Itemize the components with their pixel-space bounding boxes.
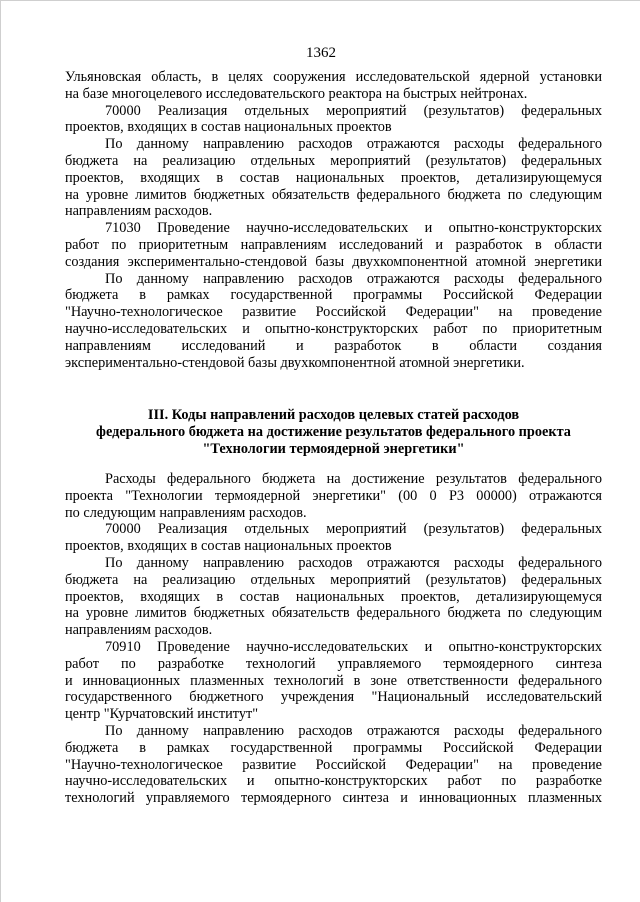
text-line: "Научно-технологическое развитие Российской Федерации" на проведение	[65, 756, 602, 773]
text-line: и инновационных плазменных технологий в зоне ответственности федерального	[65, 672, 602, 689]
text-block-bottom	[65, 471, 602, 807]
page-number: 1362	[306, 45, 336, 61]
text-line: по следующим направлениям расходов.	[65, 504, 307, 521]
text-line: направлениям исследований и разработок в области создания	[65, 337, 602, 354]
text-line: 70000 Реализация отдельных мероприятий (результатов) федеральных	[105, 521, 602, 538]
text-line: экспериментально-стендовой базы двухкомпонентной атомной энергетики.	[65, 354, 525, 371]
text-line: на уровне лимитов бюджетных обязательств федерального бюджета по следующим	[65, 605, 602, 622]
text-line: По данному направлению расходов отражаются расходы федерального	[105, 722, 602, 739]
text-line: 71030 Проведение научно-исследовательских и опытно-конструкторских	[105, 220, 602, 237]
text-line: направлениям расходов.	[65, 622, 213, 639]
text-line: научно-исследовательских и опытно-конструкторских работ по разработке	[65, 773, 602, 790]
text-line: проектов, входящих в состав национальных проектов, детализирующемуся	[65, 588, 602, 605]
text-line: По данному направлению расходов отражаются расходы федерального	[105, 136, 602, 153]
text-line: 70910 Проведение научно-исследовательских и опытно-конструкторских	[105, 638, 602, 655]
text-line: центр "Курчатовский институт"	[65, 706, 259, 723]
text-line: научно-исследовательских и опытно-конструкторских работ по приоритетным	[65, 320, 602, 337]
text-line: бюджета на реализацию отдельных мероприятий (результатов) федеральных	[65, 152, 602, 169]
text-line: Расходы федерального бюджета на достижение результатов федерального	[105, 471, 602, 487]
text-line: проектов, входящих в состав национальных проектов	[65, 538, 392, 555]
text-line: проектов, входящих в состав национальных проектов	[65, 119, 392, 136]
text-line: Ульяновская область, в целях сооружения исследовательской ядерной установки	[65, 69, 602, 85]
text-line: проектов, входящих в состав национальных проектов, детализирующемуся	[65, 169, 602, 186]
text-line: направлениям расходов.	[65, 203, 213, 220]
text-line: создания экспериментально-стендовой базы двухкомпонентной атомной энергетики	[65, 253, 602, 270]
text-line: бюджета в рамках государственной программы Российской Федерации	[65, 287, 602, 304]
text-line: работ по приоритетным направлениям исследований и разработок в области	[65, 236, 602, 253]
text-line: 70000 Реализация отдельных мероприятий (результатов) федеральных	[105, 102, 602, 119]
heading-line: "Технологии термоядерной энергетики"	[202, 441, 465, 457]
text-line: По данному направлению расходов отражаются расходы федерального	[105, 270, 602, 287]
section-heading	[65, 407, 602, 458]
heading-line: III. Коды направлений расходов целевых статей расходов	[147, 407, 520, 423]
text-line: бюджета в рамках государственной программы Российской Федерации	[65, 739, 602, 756]
text-line: проекта "Технологии термоядерной энергетики" (00 0 Р3 00000) отражаются	[65, 487, 602, 504]
heading-line: федерального бюджета на достижение результатов федерального проекта	[96, 424, 571, 440]
text-line: бюджета на реализацию отдельных мероприятий (результатов) федеральных	[65, 571, 602, 588]
text-line: государственного бюджетного учреждения "Национальный исследовательский	[65, 689, 602, 706]
text-line: По данному направлению расходов отражаются расходы федерального	[105, 554, 602, 571]
text-line: на базе многоцелевого исследовательского реактора на быстрых нейтронах.	[65, 85, 528, 102]
text-line: на уровне лимитов бюджетных обязательств федерального бюджета по следующим	[65, 186, 602, 203]
text-line: "Научно-технологическое развитие Российской Федерации" на проведение	[65, 304, 602, 321]
text-line: технологий управляемого термоядерного синтеза и инновационных плазменных	[65, 790, 602, 807]
text-line: работ по разработке технологий управляемого термоядерного синтеза	[65, 655, 602, 672]
text-block-top	[65, 69, 602, 371]
